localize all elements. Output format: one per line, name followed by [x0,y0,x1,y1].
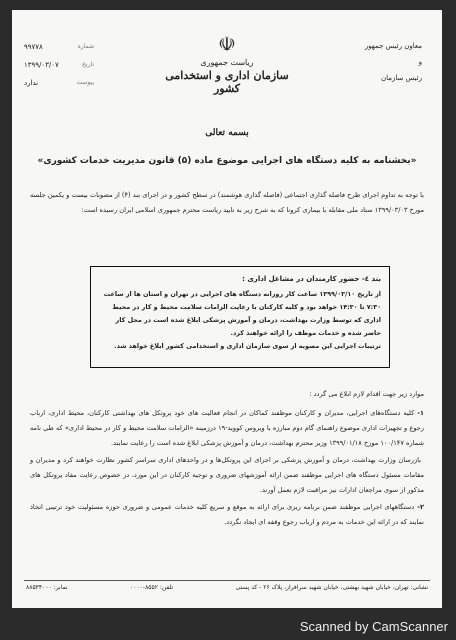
items-lead: موارد زیر جهت اقدام لازم ابلاغ می گردد : [309,390,424,398]
iran-emblem-icon: ☫ [218,32,236,56]
letter-date: ۱۳۹۹/۰۳/۰۷ [24,61,59,69]
item-number: ۲- [417,503,424,511]
item-text: دستگاههای اجرایی موظفند ضمن برنامه ریزی برای ارائه به موقع و سریع کلیه خدمات عمومی و ضروری حوزه مسئولیت خود ترتیبی اتخاذ نمایند که در ارائه این خدمات به مردم و ارباب رجوع وقفه ای ایجاد نگردد. [30,503,424,526]
footer-phone: تلفن: ۸۵۵۲-۰۰۰۰ [130,584,174,591]
sender-line3: رئیس سازمان [381,74,422,82]
resolution-heading: بند ٤- حضور کارمندان در مشاغل اداری : [242,275,381,283]
items-list [30,406,424,532]
footer [26,584,428,591]
sender-title [312,38,422,86]
document-page [12,10,442,608]
letter-number: ۹۹۷۷۸ [24,43,43,51]
bename-heading: بسمه تعالی [205,128,249,138]
intro-paragraph: با توجه به تداوم اجرای طرح فاصله گذاری اجتماعی (فاصله گذاری هوشمند) در سطح کشور و در اجرای بند (۴) از مصوبات بیست و یکمین جلسه مورخ ۱۳۹۹/۰۳/۰۳ ستاد ملی مقابله با بیماری کرونا که به شرح زیر به تایید ریاست محترم جمهوری اسلامی ایران رسیده است: [30,191,424,214]
resolution-text: از تاریخ ۱۳۹۹/۰۳/۱۰ ساعت کار روزانه دستگاه های اجرایی در تهران و استان ها از ساعت ۷:۳۰ تا ۱۴:۳۰ خواهد بود و کلیه کارکنان با رعایت الزامات سلامت محیط و کار در محیط اداری که توسط وزارت بهداشت، درمان و آموزش پزشکی ابلاغ شده است در محل کار حاضر شده و خدمات موظف را ارائه خواهند کرد. [103,290,381,337]
document-title: «بخشنامه به کلیه دستگاه های اجرایی موضوع ماده (۵) قانون مدیریت خدمات کشوری» [37,156,417,166]
letter-attachment: ندارد [24,79,39,87]
sender-line1: معاون رئیس جمهور [364,42,422,50]
camscanner-watermark: Scanned by CamScanner [299,619,448,634]
list-item [30,406,424,451]
item-text: کلیه دستگاه‌های اجرایی، مدیران و کارکنان موظفند کماکان در انجام فعالیت های خود پروتکل های بهداشتی کارکنان، محیط اداری، ارباب رجوع و تجهیزات اداری موضوع راهنمای گام دوم مبارزه با ویروس کووید-۱۹ درزمینه «الزامات سلامت محیط و کار در محیط اداری» که طی نامه شماره ۱۰۰/۱۴۷ مورخ ۱۳۹۹/۰۱/۱۸ وزیر محترم بهداشت، درمان و آموزش پزشکی ابلاغ شده است را رعایت نمایند. [30,409,424,447]
sender-line2: و [418,58,422,66]
letter-meta [24,38,94,92]
letter-date-label: تاریخ [82,61,94,68]
footer-fax: نمابر: ۸۸۵۳۴۰۰۰ [26,584,68,591]
letterhead [152,34,302,95]
resolution-box [90,266,390,368]
list-item [30,453,424,498]
item-text: بازرسان وزارت بهداشت، درمان و آموزش پزشکی بر اجرای این پروتکل‌ها و در واحدهای اداری سراسر کشور نظارت خواهند کرد و مدیران و مقامات مسئول دستگاه های اجرایی موظفند ضمن ارائه آموزشهای ضروری و توجیه کارکنان در این مورد، در خصوص رعایت مفاد پروتکل های مذکور از سوی مراجعان ادارات نیز مراقبت لازم بعمل آورند. [30,456,424,494]
resolution-note: ترتیبات اجرایی این مصوبه از سوی سازمان اداری و استخدامی کشور ابلاغ خواهد شد. [114,342,381,350]
footer-address: نشانی: تهران، خیابان شهید بهشتی، خیابان شهید سرافراز، پلاک ۲۶ - کد پستی [235,584,428,591]
list-item [30,500,424,530]
letterhead-line2: سازمان اداری و استخدامی کشور [165,69,289,95]
footer-divider [24,580,430,581]
letter-number-label: شماره [77,43,94,50]
letter-attachment-label: پیوست [76,79,94,86]
letterhead-line1: ریاست جمهوری [200,58,254,67]
item-number: ۱- [417,409,424,417]
